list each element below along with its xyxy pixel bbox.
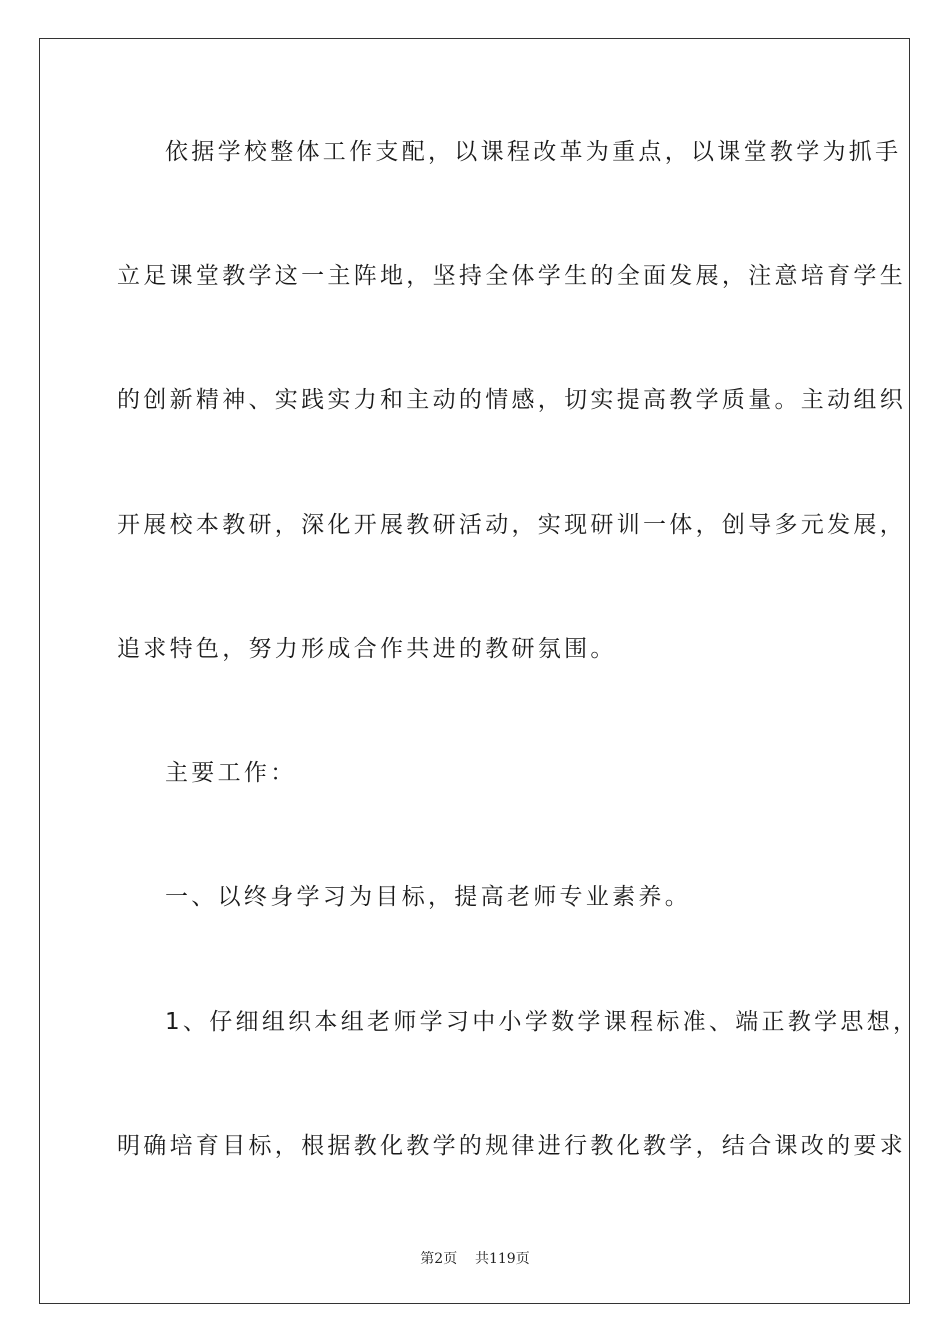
- paragraph-line-1: 依据学校整体工作支配，以课程改革为重点，以课堂教学为抓手: [165, 139, 902, 165]
- paragraph-line-2: 立足课堂教学这一主阵地，坚持全体学生的全面发展，注意培育学生: [117, 263, 906, 289]
- paragraph-line-4: 开展校本教研，深化开展教研活动，实现研训一体，创导多元发展，: [117, 512, 906, 538]
- list-item-1-line-1: 1、仔细组织本组老师学习中小学数学课程标准、端正教学思想，: [165, 1009, 920, 1035]
- page-number-footer: 第2页 共119页: [420, 1251, 530, 1267]
- list-heading-1: 一、以终身学习为目标，提高老师专业素养。: [165, 884, 691, 910]
- list-item-1-line-2: 明确培育目标，根据教化教学的规律进行教化教学，结合课改的要求: [117, 1133, 906, 1159]
- paragraph-line-3: 的创新精神、实践实力和主动的情感，切实提高教学质量。主动组织: [117, 387, 906, 413]
- paragraph-line-5: 追求特色，努力形成合作共进的教研氛围。: [117, 636, 617, 662]
- page-border: [39, 38, 910, 1304]
- section-heading: 主要工作：: [165, 760, 297, 786]
